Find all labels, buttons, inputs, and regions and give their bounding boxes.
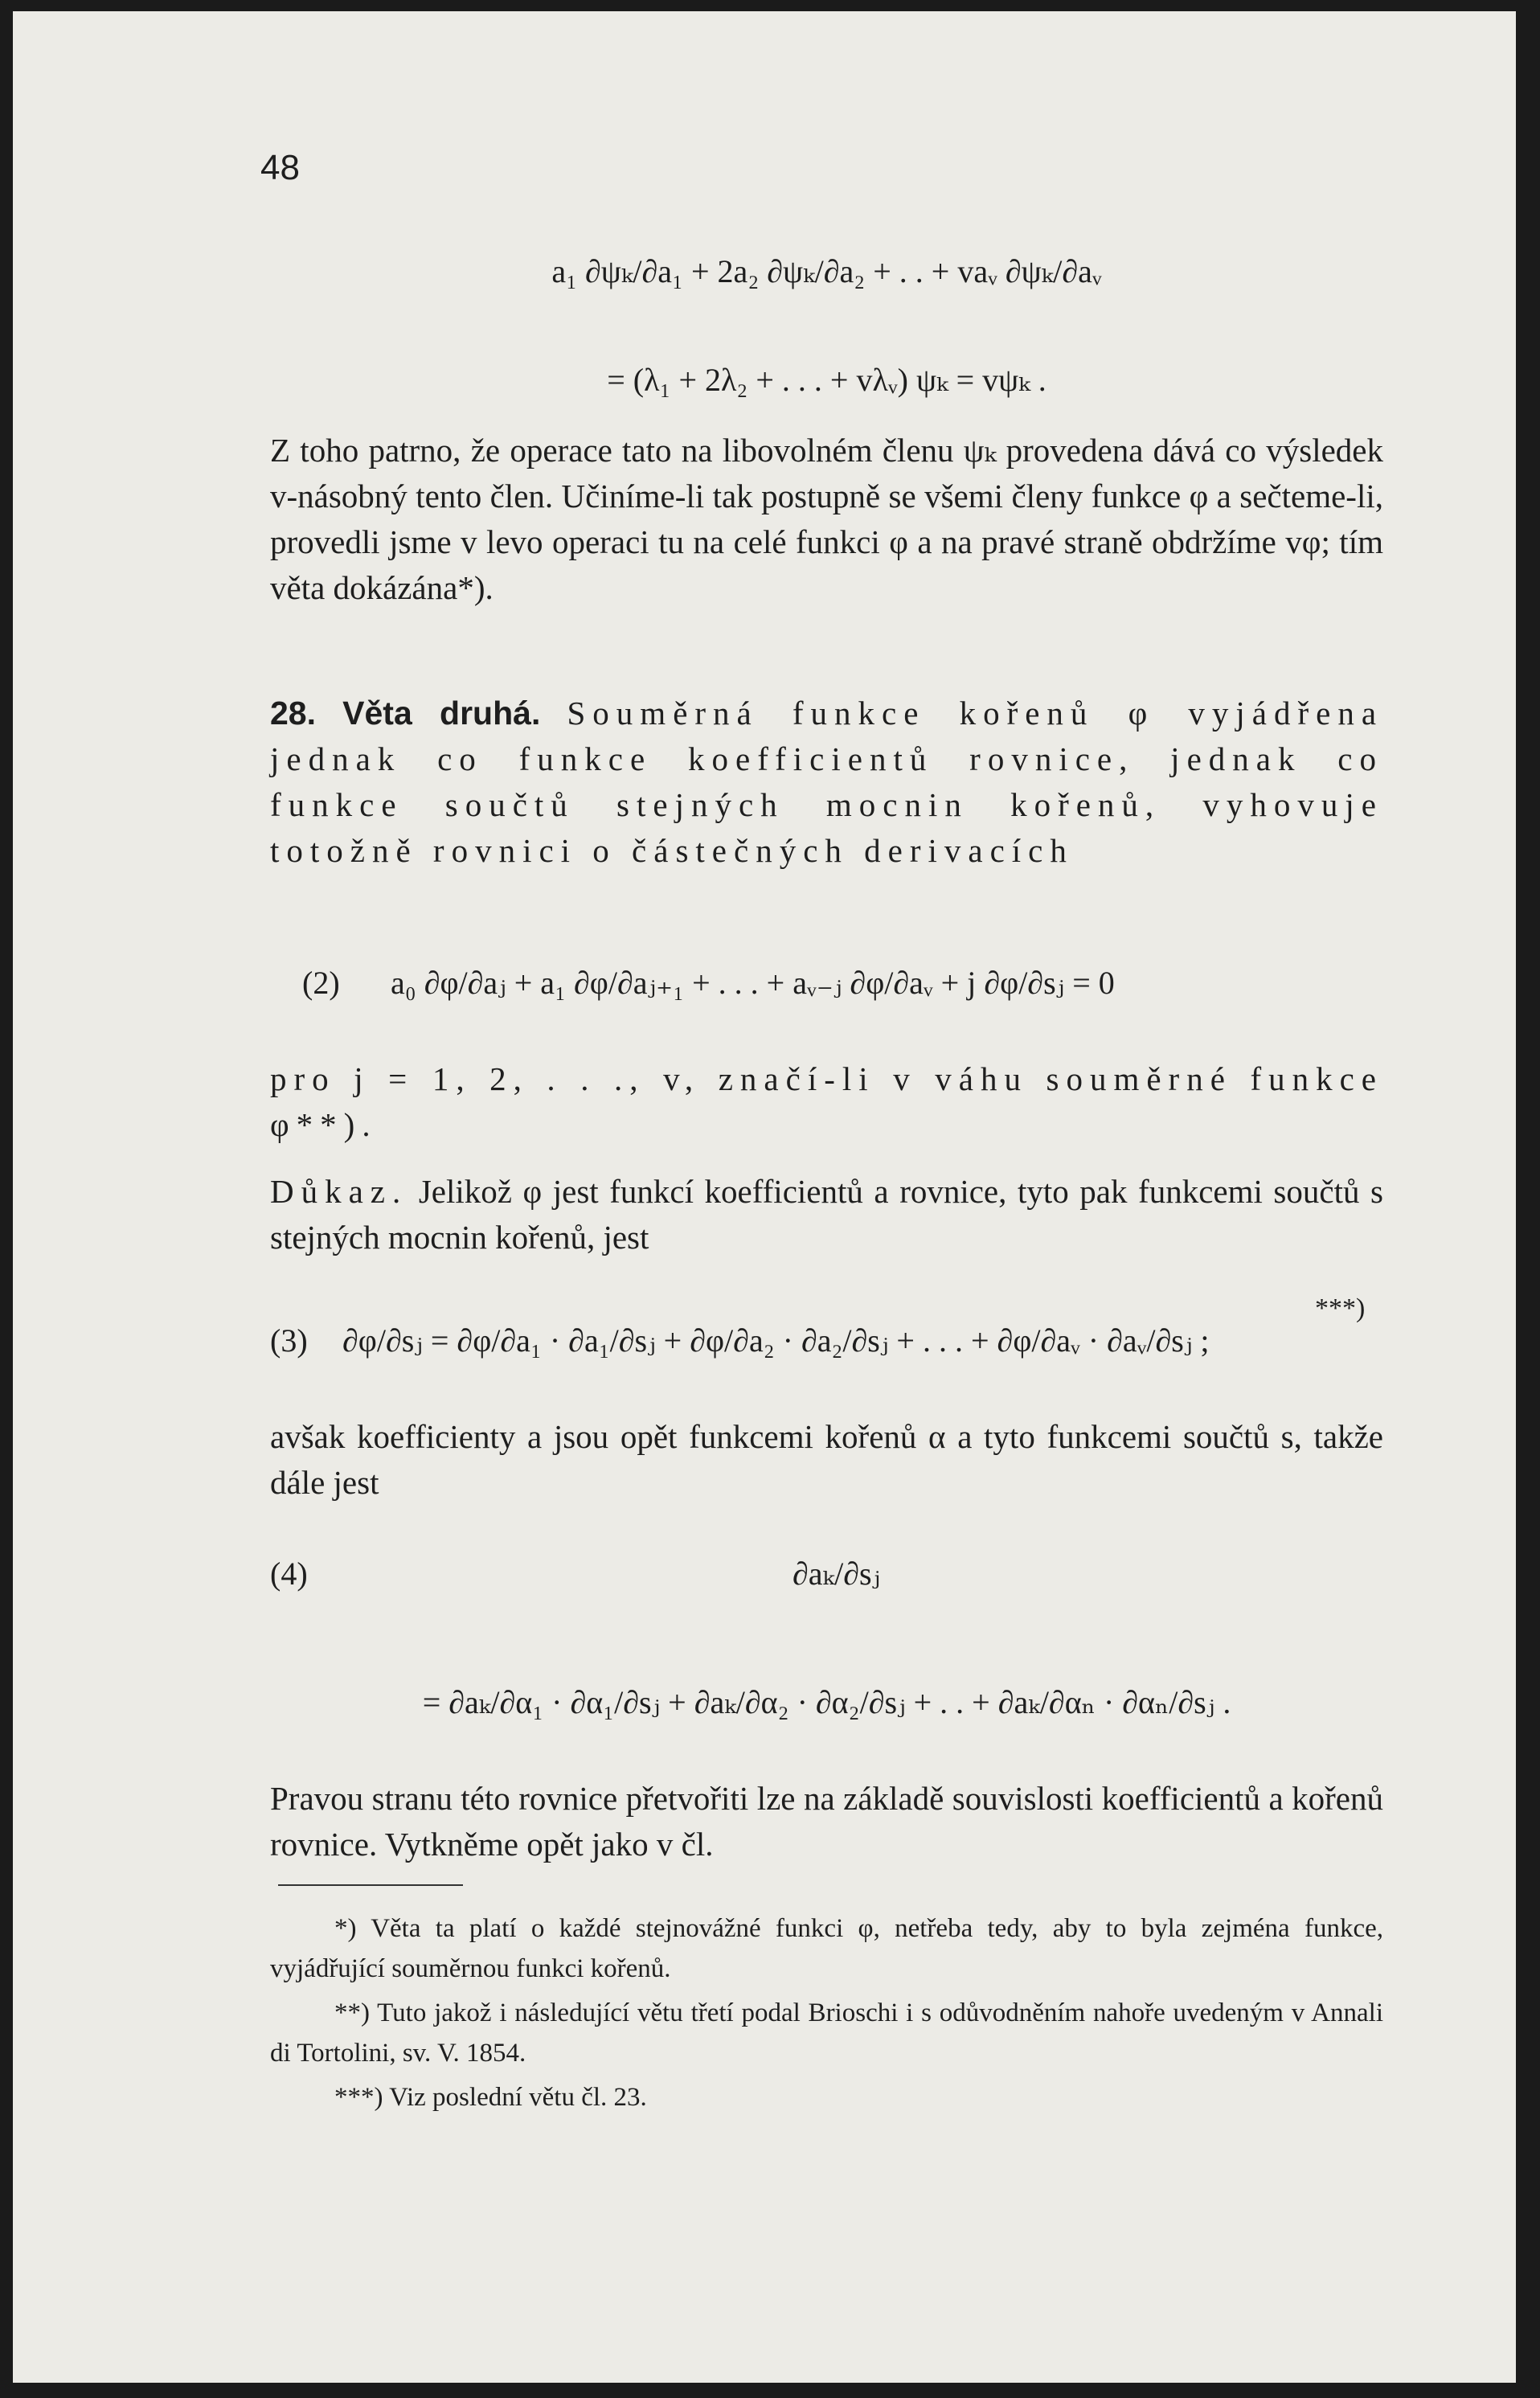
equation-4-number: (4): [270, 1556, 308, 1592]
footnote-1: *) Věta ta platí o každé stejnovážné funkci φ, netřeba tedy, aby to byla zejména funkce, vyjádřující souměrnou funkci kořenů.: [270, 1914, 1383, 1983]
paragraph-1: Z toho patrno, že operace tato na libovolném členu ψₖ provedena dává co výsledek v-násobný tento člen. Učiníme-li tak postupně se všemi členy funkce φ a sečteme-li, provedli jsme v levo operaci tu na celé funkci φ a na pravé straně obdržíme vφ; tím věta dokázána*).: [270, 432, 1383, 606]
footnote-2: **) Tuto jakož i následující větu třetí podal Brioschi i s odůvodněním nahoře uvedeným v Annali di Tortolini, sv. V. 1854.: [270, 1998, 1383, 2068]
equation-1-line-2: = (λ₁ + 2λ₂ + . . . + vλᵥ) ψₖ = vψₖ .: [607, 362, 1046, 398]
theorem-number: 28.: [270, 695, 316, 732]
theorem-statement: Souměrná funkce kořenů φ vyjádřena jednak co funkce koefficientů rovnice, jednak co funkce součtů stejných mocnin kořenů, vyhovuje totožně rovnici o částečných derivacích: [270, 695, 1384, 869]
book-page: [13, 11, 1516, 2383]
theorem-title: Věta druhá.: [342, 695, 541, 732]
proof-text: Jelikož φ jest funkcí koefficientů a rovnice, tyto pak funkcemi součtů s stejných mocnin kořenů, jest: [270, 1173, 1383, 1256]
footnote-3: ***) Viz poslední větu čl. 23.: [334, 2083, 647, 2112]
paragraph-3: avšak koefficienty a jsou opět funkcemi kořenů α a tyto funkcemi součtů s, takže dále jest: [270, 1418, 1383, 1501]
proof-label: Důkaz.: [270, 1173, 408, 1210]
equation-1-line-1: a₁ ∂ψₖ/∂a₁ + 2a₂ ∂ψₖ/∂a₂ + . . + vaᵥ ∂ψₖ/∂aᵥ: [551, 253, 1102, 289]
equation-2-number: (2): [302, 965, 340, 1001]
page-number: 48: [260, 148, 300, 187]
equation-3-note: ***): [1315, 1293, 1366, 1323]
equation-3-body: ∂φ/∂sⱼ = ∂φ/∂a₁ · ∂a₁/∂sⱼ + ∂φ/∂a₂ · ∂a₂/∂sⱼ + . . . + ∂φ/∂aᵥ · ∂aᵥ/∂sⱼ ;: [342, 1322, 1210, 1359]
theorem-block: [270, 691, 1383, 874]
equation-4-lhs: ∂aₖ/∂sⱼ: [793, 1556, 881, 1592]
footnote-rule: [278, 1884, 463, 1886]
proof-paragraph: [270, 1169, 1383, 1260]
equation-4-rhs: = ∂aₖ/∂α₁ · ∂α₁/∂sⱼ + ∂aₖ/∂α₂ · ∂α₂/∂sⱼ + . . + ∂aₖ/∂αₙ · ∂αₙ/∂sⱼ .: [422, 1684, 1231, 1720]
equation-3-number: (3): [270, 1322, 308, 1359]
paragraph-4: Pravou stranu této rovnice přetvořiti lze na základě souvislosti koefficientů a kořenů rovnice. Vytkněme opět jako v čl.: [270, 1780, 1383, 1863]
equation-2-body: a₀ ∂φ/∂aⱼ + a₁ ∂φ/∂aⱼ₊₁ + . . . + aᵥ₋ⱼ ∂φ/∂aᵥ + j ∂φ/∂sⱼ = 0: [391, 965, 1115, 1001]
paragraph-2: pro j = 1, 2, . . ., v, značí-li v váhu souměrné funkce φ**).: [270, 1060, 1383, 1143]
